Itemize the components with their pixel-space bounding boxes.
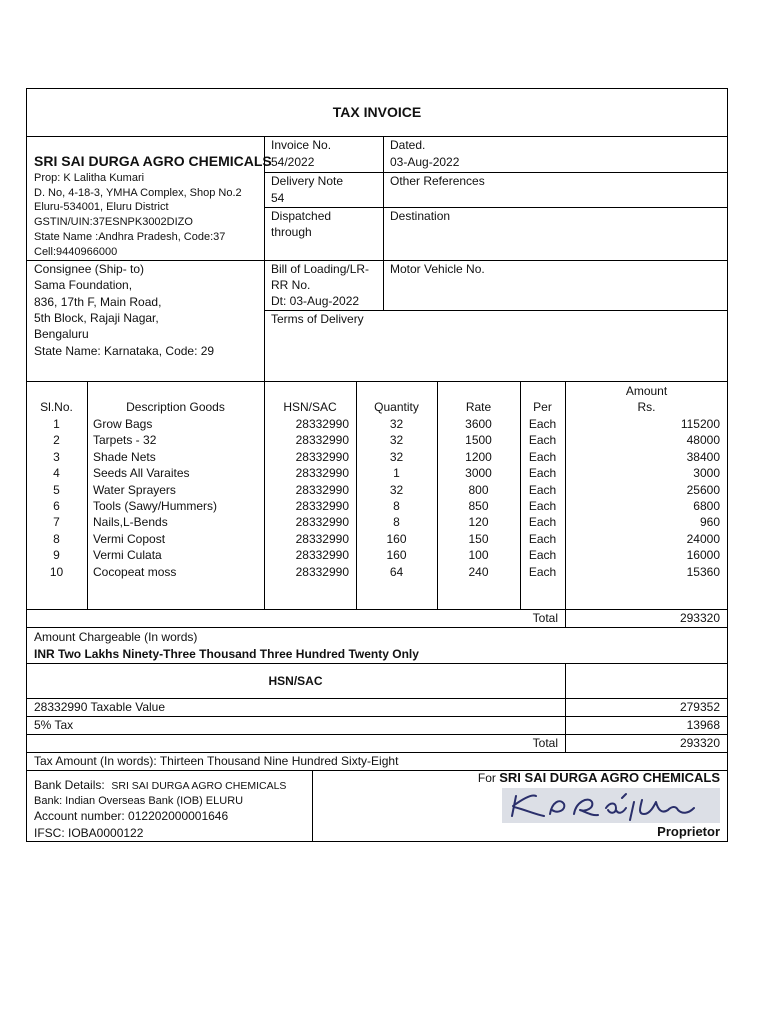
hsn-cell: 28332990 [295,466,349,481]
per-cell: Each [528,433,557,448]
dispatched-label-2: through [271,225,312,239]
rate-column [437,416,520,580]
amount-cell: 960 [699,515,720,530]
header-per: Per [533,400,552,414]
header-amount: Amount [625,384,668,398]
ifsc-code: IFSC: IOBA0000122 [34,826,144,840]
description-cell: Seeds All Varaites [93,466,190,481]
hsn-cell: 28332990 [295,482,349,497]
dated-value: 03-Aug-2022 [390,155,460,169]
quantity-cell: 32 [389,417,404,431]
quantity-cell: 32 [389,433,404,448]
quantity-cell: 8 [393,498,400,513]
slno-cell: 3 [53,449,60,464]
rate-cell: 240 [468,564,489,579]
divider [26,627,728,628]
terms-of-delivery-label: Terms of Delivery [271,312,364,326]
header-quantity: Quantity [374,400,419,414]
description-cell: Tools (Sawy/Hummers) [93,498,218,513]
proprietor-label: Proprietor [657,824,720,839]
description-cell: Shade Nets [93,449,156,464]
divider [26,663,728,664]
quantity-cell: 8 [393,515,400,530]
dispatched-label: Dispatched [271,209,332,223]
signature-image [502,788,720,823]
slno-cell: 6 [53,498,60,513]
header-slno: Sl.No. [40,400,73,414]
amount-cell: 24000 [686,531,720,546]
tax-total-value: 293320 [679,736,720,750]
seller-state: State Name :Andhra Pradesh, Code:37 [34,231,226,243]
amount-cell: 48000 [686,433,720,448]
signature-icon [502,788,720,823]
divider [264,207,728,208]
divider [26,381,728,382]
slno-cell: 8 [53,531,60,546]
rate-cell: 3000 [465,466,492,481]
amount-cell: 25600 [686,482,720,497]
quantity-cell: 64 [389,564,404,579]
header-amount-unit: Rs. [637,400,656,414]
seller-phone: Cell:9440966000 [34,246,118,258]
tax-total-label: Total [532,736,558,750]
divider [87,381,88,609]
hsn-cell: 28332990 [295,531,349,546]
bank-details-title: Bank Details: [34,778,105,792]
consignee-address: 836, 17th F, Main Road, [34,295,162,309]
seller-address: D. No, 4-18-3, YMHA Complex, Shop No.2 [34,187,242,199]
seller-name: SRI SAI DURGA AGRO CHEMICALS [34,153,272,169]
hsn-cell: 28332990 [295,449,349,464]
account-number: Account number: 012202000001646 [34,809,229,823]
divider [26,136,728,137]
slno-cell: 2 [53,433,60,448]
quantity-cell: 160 [386,531,407,546]
per-cell: Each [528,564,557,579]
description-cell: Tarpets - 32 [93,433,157,448]
bill-of-loading-label: Bill of Loading/LR- [271,262,370,276]
per-cell: Each [528,515,557,530]
per-cell: Each [528,531,557,546]
amount-cell: 6800 [693,498,720,513]
rate-cell: 850 [468,498,489,513]
delivery-note-label: Delivery Note [271,174,344,188]
header-description: Description Goods [126,400,225,414]
bank-details-label [34,777,286,794]
seller-prop: Prop: K Lalitha Kumari [34,172,145,184]
bank-details-company: SRI SAI DURGA AGRO CHEMICALS [111,780,287,792]
invoice-title: TAX INVOICE [332,104,422,120]
slno-cell: 1 [53,417,60,431]
tax-hsn-header: HSN/SAC [268,674,323,688]
per-cell: Each [528,498,557,513]
quantity-cell: 1 [393,466,400,481]
hsn-cell: 28332990 [295,564,349,579]
items-total-label: Total [532,611,558,625]
consignee-name: Sama Foundation, [34,278,133,292]
seller-city: Eluru-534001, Eluru District [34,201,169,213]
amount-cell: 38400 [686,449,720,464]
rate-cell: 3600 [465,417,492,431]
tax-rate-label: 5% Tax [34,718,74,732]
quantity-column [356,416,437,580]
quantity-cell: 32 [389,482,404,497]
amount-words-value: INR Two Lakhs Ninety-Three Thousand Three Hundred Twenty Only [34,647,419,661]
consignee-address-2: 5th Block, Rajaji Nagar, [34,311,159,325]
tax-value: 13968 [686,718,720,732]
per-cell: Each [528,417,557,431]
delivery-note: 54 [271,191,285,205]
slno-cell: 9 [53,548,60,563]
description-cell: Grow Bags [93,417,153,431]
hsn-column [264,416,349,580]
header-hsn: HSN/SAC [283,400,337,414]
per-column [520,416,565,580]
rate-cell: 120 [468,515,489,530]
amount-column [565,416,720,580]
for-label: For [477,771,496,785]
invoice-no-label: Invoice No. [271,138,332,152]
quantity-cell: 160 [386,548,407,563]
destination-label: Destination [390,209,451,223]
amount-cell: 3000 [693,466,720,481]
slno-cell: 7 [53,515,60,530]
motor-vehicle-label: Motor Vehicle No. [390,262,485,276]
slno-cell: 4 [53,466,60,481]
description-column [93,416,263,580]
hsn-cell: 28332990 [295,417,349,431]
divider [383,136,384,310]
invoice-no: 54/2022 [271,155,315,169]
hsn-cell: 28332990 [295,515,349,530]
slno-column [26,416,87,580]
amount-cell: 115200 [680,417,720,431]
per-cell: Each [528,548,557,563]
taxable-value-label: 28332990 Taxable Value [34,700,166,714]
hsn-cell: 28332990 [295,498,349,513]
description-cell: Cocopeat moss [93,564,177,579]
amount-cell: 15360 [686,564,720,579]
items-total-value: 293320 [679,611,720,625]
quantity-cell: 32 [389,449,404,464]
rate-cell: 100 [468,548,489,563]
taxable-value: 279352 [679,700,720,714]
description-cell: Nails,L-Bends [93,515,168,530]
rate-cell: 1500 [465,433,492,448]
rate-cell: 150 [468,531,489,546]
bill-of-loading-label-2: RR No. [271,278,311,292]
header-rate: Rate [465,400,492,414]
other-references-label: Other References [390,174,485,188]
hsn-cell: 28332990 [295,433,349,448]
consignee-city: Bengaluru [34,327,89,341]
amount-words-label: Amount Chargeable (In words) [34,630,198,644]
bill-date: Dt: 03-Aug-2022 [271,294,360,308]
description-cell: Water Sprayers [93,482,176,497]
for-company-name: SRI SAI DURGA AGRO CHEMICALS [499,770,720,785]
consignee-label: Consignee (Ship- to) [34,262,145,276]
rate-cell: 1200 [465,449,492,464]
divider [312,770,313,842]
for-company [320,770,720,786]
hsn-cell: 28332990 [295,548,349,563]
dated-label: Dated. [390,138,426,152]
consignee-state: State Name: Karnataka, Code: 29 [34,344,215,358]
seller-gstin: GSTIN/UIN:37ESNPK3002DIZO [34,216,193,228]
description-cell: Vermi Copost [93,531,166,546]
per-cell: Each [528,449,557,464]
amount-cell: 16000 [686,548,720,563]
bank-name: Bank: Indian Overseas Bank (IOB) ELURU [34,795,244,807]
description-cell: Vermi Culata [93,548,162,563]
per-cell: Each [528,482,557,497]
per-cell: Each [528,466,557,481]
slno-cell: 5 [53,482,60,497]
slno-cell: 10 [49,564,64,579]
tax-amount-words: Tax Amount (In words): Thirteen Thousand Nine Hundred Sixty-Eight [34,754,399,768]
rate-cell: 800 [468,482,489,497]
